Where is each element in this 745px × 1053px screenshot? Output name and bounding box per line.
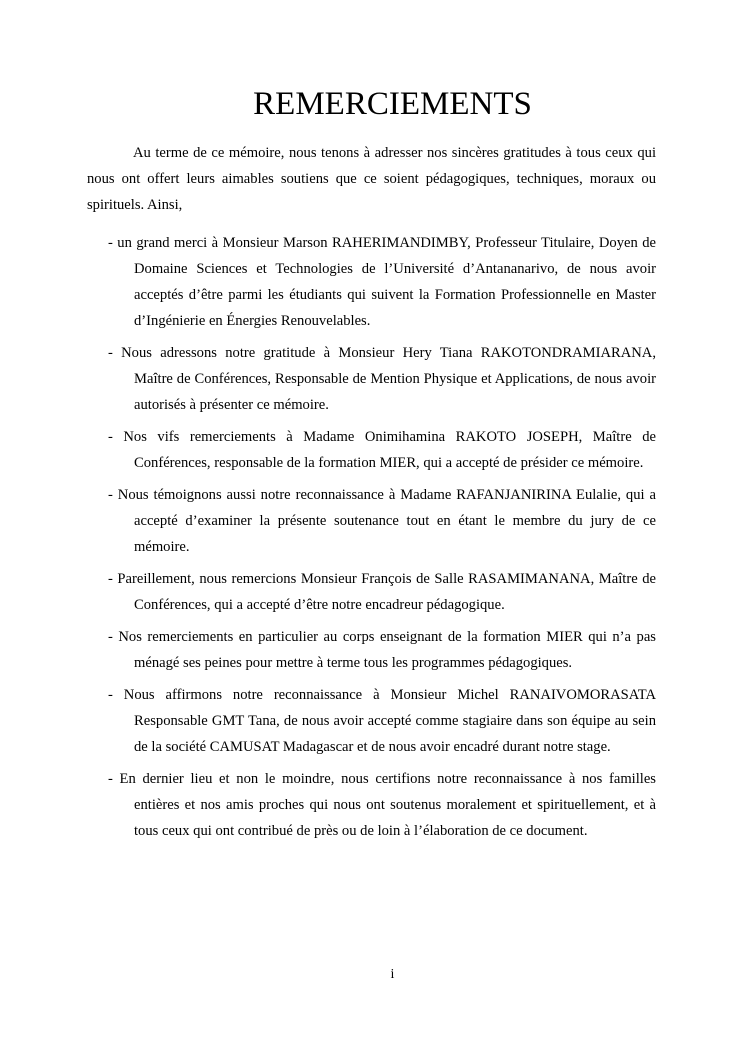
acknowledgement-item: - un grand merci à Monsieur Marson RAHERIMANDIMBY, Professeur Titulaire, Doyen de Domaine Sciences et Technologies de l’Université d’Antananarivo, de nous avoir acceptés d’être parmi les étudiants qui suivent la Formation Professionnelle en Master d’Ingénierie en Énergies Renouvelables. — [108, 235, 656, 329]
acknowledgement-list — [108, 230, 656, 850]
page-title: REMERCIEMENTS — [253, 86, 532, 122]
acknowledgement-item: - Pareillement, nous remercions Monsieur François de Salle RASAMIMANANA, Maître de Conférences, qui a accepté d’être notre encadreur pédagogique. — [108, 571, 656, 613]
acknowledgement-item: - Nous affirmons notre reconnaissance à Monsieur Michel RANAIVOMORASATA Responsable GMT Tana, de nous avoir accepté comme stagiaire dans son équipe au sein de la société CAMUSAT Madagascar et de nous avoir encadré durant notre stage. — [108, 687, 656, 755]
acknowledgement-item: - En dernier lieu et non le moindre, nous certifions notre reconnaissance à nos familles entières et nos amis proches qui nous ont soutenus moralement et spirituellement, et à tous ceux qui ont contribué de près ou de loin à l’élaboration de ce document. — [108, 771, 656, 839]
page-number: i — [390, 967, 395, 982]
intro-paragraph: Au terme de ce mémoire, nous tenons à adresser nos sincères gratitudes à tous ceux qui nous ont offert leurs aimables soutiens que ce soient pédagogiques, techniques, moraux ou spirituels. Ainsi, — [87, 145, 656, 213]
acknowledgement-item: - Nous témoignons aussi notre reconnaissance à Madame RAFANJANIRINA Eulalie, qui a accepté d’examiner la présente soutenance tout en étant le membre du jury de ce mémoire. — [108, 487, 656, 555]
acknowledgement-item: - Nous adressons notre gratitude à Monsieur Hery Tiana RAKOTONDRAMIARANA, Maître de Conférences, Responsable de Mention Physique et Applications, de nous avoir autorisés à présenter ce mémoire. — [108, 345, 656, 413]
acknowledgement-item: - Nos vifs remerciements à Madame Onimihamina RAKOTO JOSEPH, Maître de Conférences, responsable de la formation MIER, qui a accepté de présider ce mémoire. — [108, 429, 656, 471]
acknowledgement-item: - Nos remerciements en particulier au corps enseignant de la formation MIER qui n’a pas ménagé ses peines pour mettre à terme tous les programmes pédagogiques. — [108, 629, 656, 671]
